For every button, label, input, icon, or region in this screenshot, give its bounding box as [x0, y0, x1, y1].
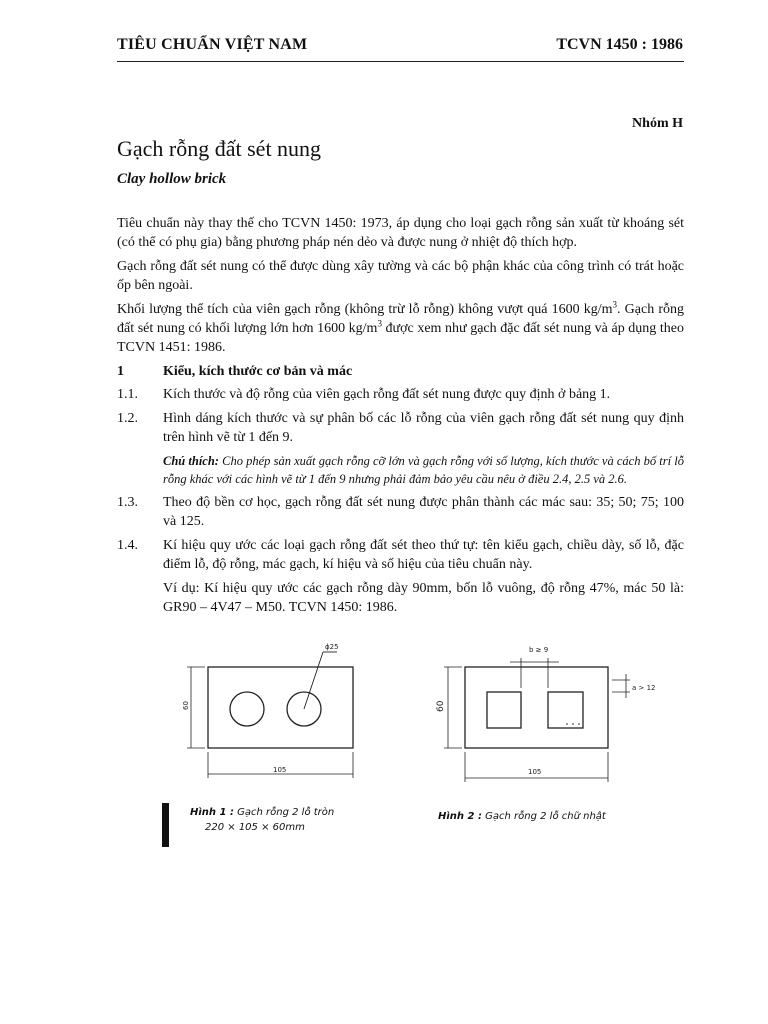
group-label: Nhóm H — [632, 116, 683, 131]
clause-number: 1.1. — [117, 387, 138, 402]
wall-thickness-label: b ≥ 9 — [529, 646, 549, 654]
clause-number: 1.4. — [117, 538, 138, 553]
figure-1-size: 220 × 105 × 60mm — [205, 822, 305, 833]
example-text: Ví dụ: Kí hiệu quy ước các gạch rỗng dày 90mm, bốn lỗ vuông, độ rỗng 47%, mác 50 là: GR90 – 4V47 – M50. TCVN 1450: 1986. — [163, 581, 684, 615]
section-heading — [117, 362, 684, 381]
standard-number: TCVN 1450 : 1986 — [556, 36, 683, 53]
document-subtitle: Clay hollow brick — [117, 171, 227, 187]
caption-text: Gạch rỗng 2 lỗ chữ nhật — [485, 811, 606, 822]
standard-header: TIÊU CHUẨN VIỆT NAM — [117, 36, 308, 53]
clause-text: Theo độ bền cơ học, gạch rỗng đất sét nung được phân thành các mác sau: 35; 50; 75; 100 và 125. — [163, 495, 684, 529]
width-dimension: 105 — [273, 766, 287, 774]
width-dimension: 105 — [528, 768, 542, 776]
document-title: Gạch rỗng đất sét nung — [117, 136, 322, 161]
caption-text: Gạch rỗng 2 lỗ tròn — [237, 807, 335, 818]
figure-1-drawing — [175, 638, 365, 788]
section-number: 1 — [117, 364, 124, 379]
caption-label: Hình 1 : — [190, 807, 234, 818]
density-text-3: được xem như gạch đặc đất sét nung và áp dụng theo TCVN 1451: 1986. — [117, 321, 684, 355]
margin-bar — [162, 803, 169, 847]
height-dimension: 60 — [182, 701, 190, 710]
hole-diameter-label: ϕ25 — [325, 643, 339, 651]
caption-label: Hình 2 : — [438, 811, 482, 822]
figure-2-caption — [438, 811, 606, 822]
clause — [117, 536, 684, 574]
document-body — [117, 214, 684, 622]
clause-number: 1.2. — [117, 411, 138, 426]
edge-distance-label: a > 12 — [632, 684, 656, 692]
clause — [117, 385, 684, 404]
clause-text: Hình dáng kích thước và sự phân bố các lỗ rỗng của viên gạch rỗng đất sét nung quy định trên hình vẽ từ 1 đến 9. — [163, 411, 684, 445]
header-rule — [117, 61, 684, 62]
paragraph-scope: Tiêu chuẩn này thay thế cho TCVN 1450: 1973, áp dụng cho loại gạch rỗng sản xuất từ khoáng sét (có thể có phụ gia) bằng phương pháp nén dẻo và được nung ở nhiệt độ thích hợp. — [117, 216, 684, 250]
density-text-2: . Gạch rỗng đất sét nung có khối lượng lớn hơn 1600 kg/m — [117, 302, 684, 336]
rectangular-hole — [548, 692, 583, 728]
height-dimension: 60 — [436, 700, 446, 712]
paragraph-density — [117, 300, 684, 357]
clause — [117, 493, 684, 531]
density-text-1: Khối lượng thể tích của viên gạch rỗng (không trừ lỗ rỗng) không vượt quá 1600 kg/m — [117, 302, 613, 317]
note-text: Cho phép sản xuất gạch rỗng cỡ lớn và gạch rỗng với số lượng, kích thước và cách bố trí lỗ rỗng khác với các hình vẽ từ 1 đến 9 nhưng phải đảm bảo yêu cầu nêu ở điều 2.4, 2.5 và 2.6. — [163, 454, 684, 486]
density-sup-1: 3 — [612, 299, 618, 310]
note-label: Chú thích: — [163, 454, 219, 468]
rectangular-hole — [487, 692, 521, 728]
figure-1-caption — [190, 807, 334, 818]
clause-number: 1.3. — [117, 495, 138, 510]
clause — [117, 409, 684, 447]
density-sup-2: 3 — [377, 318, 382, 329]
note — [163, 452, 684, 488]
figure-2-drawing — [410, 638, 670, 788]
section-title: Kiểu, kích thước cơ bản và mác — [163, 364, 353, 379]
paragraph-usage: Gạch rỗng đất sét nung có thể được dùng xây tường và các bộ phận khác của công trình có trát hoặc ốp bên ngoài. — [117, 259, 684, 293]
clause-text: Kích thước và độ rỗng của viên gạch rỗng đất sét nung được quy định ở bảng 1. — [163, 387, 611, 402]
clause-text: Kí hiệu quy ước các loại gạch rỗng đất sét theo thứ tự: tên kiểu gạch, chiều dày, số lỗ, đặc điểm lỗ, độ rỗng, mác gạch, kí hiệu và số hiệu của tiêu chuẩn này. — [163, 538, 684, 572]
round-hole — [230, 692, 264, 726]
